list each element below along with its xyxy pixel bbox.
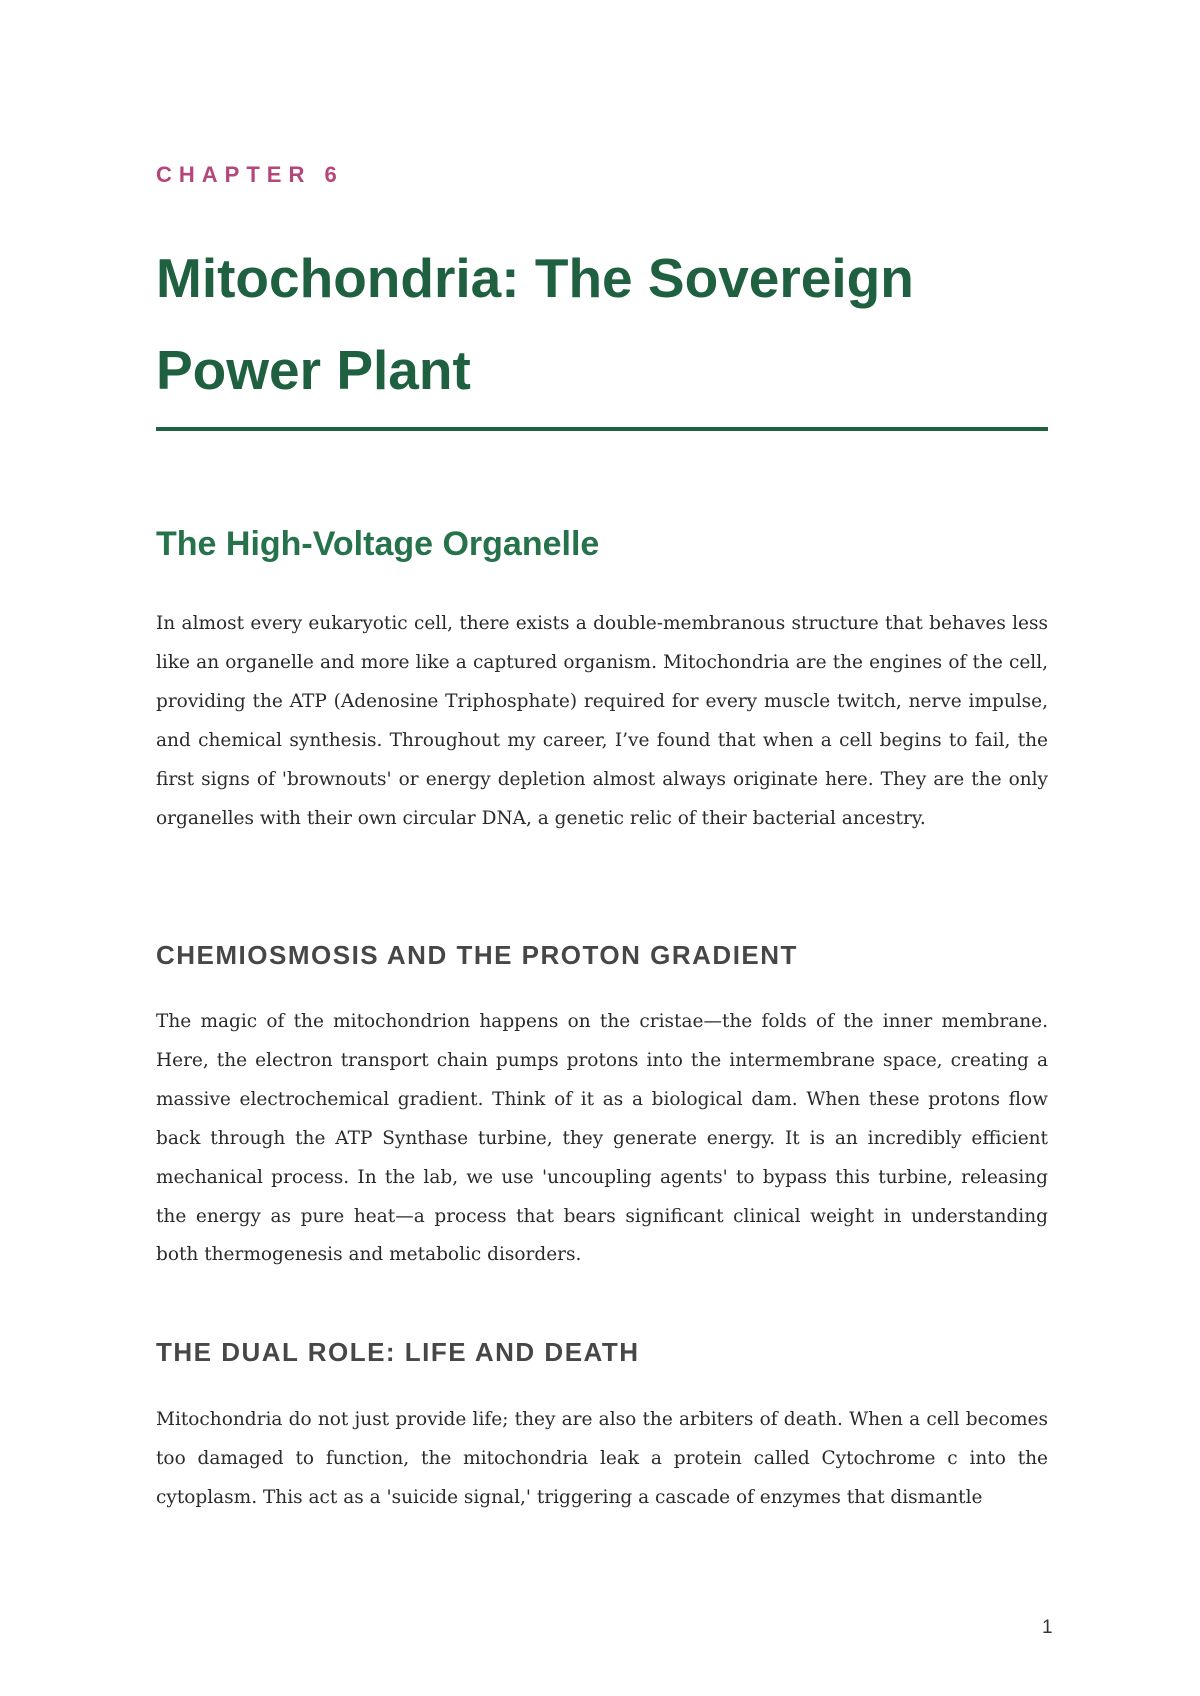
subsection-paragraph-dual-role: Mitochondria do not just provide life; they are also the arbiters of death. When a cell becomes too damaged to function, the mitochondria leak a protein called Cytochrome c into the cytoplasm. This act as a 'suicide signal,' triggering a cascade of enzymes that dismantle — [156, 1409, 1048, 1508]
page-number: 1 — [1042, 1617, 1053, 1638]
intro-paragraph: In almost every eukaryotic cell, there exists a double-membranous structure that behaves less like an organelle and more like a captured organism. Mitochondria are the engines of the cell, providing the ATP (Adenosine Triphosphate) required for every muscle twitch, nerve impulse, and chemical synthesis. Throughout my career, I’ve found that when a cell begins to fail, the first signs of 'brownouts' or energy depletion almost always originate here. They are the only organelles with their own circular DNA, a genetic relic of their bacterial ancestry. — [156, 613, 1048, 829]
chapter-label: CHAPTER 6 — [156, 162, 344, 187]
subsection-heading-dual-role: THE DUAL ROLE: LIFE AND DEATH — [156, 1337, 640, 1367]
section-heading: The High-Voltage Organelle — [156, 525, 600, 563]
chapter-title: Mitochondria: The Sovereign Power Plant — [156, 247, 914, 401]
subsection-paragraph-chemiosmosis: The magic of the mitochondrion happens on the cristae—the folds of the inner membrane. Here, the electron transport chain pumps protons into the intermembrane space, creating a massive electrochemical gradient. Think of it as a biological dam. When these protons flow back through the ATP Synthase turbine, they generate energy. It is an incredibly efficient mechanical process. In the lab, we use 'uncoupling agents' to bypass this turbine, releasing the energy as pure heat—a process that bears significant clinical weight in understanding both thermogenesis and metabolic disorders. — [156, 1011, 1048, 1266]
subsection-heading-chemiosmosis: CHEMIOSMOSIS AND THE PROTON GRADIENT — [156, 940, 798, 970]
title-divider — [156, 427, 1048, 431]
